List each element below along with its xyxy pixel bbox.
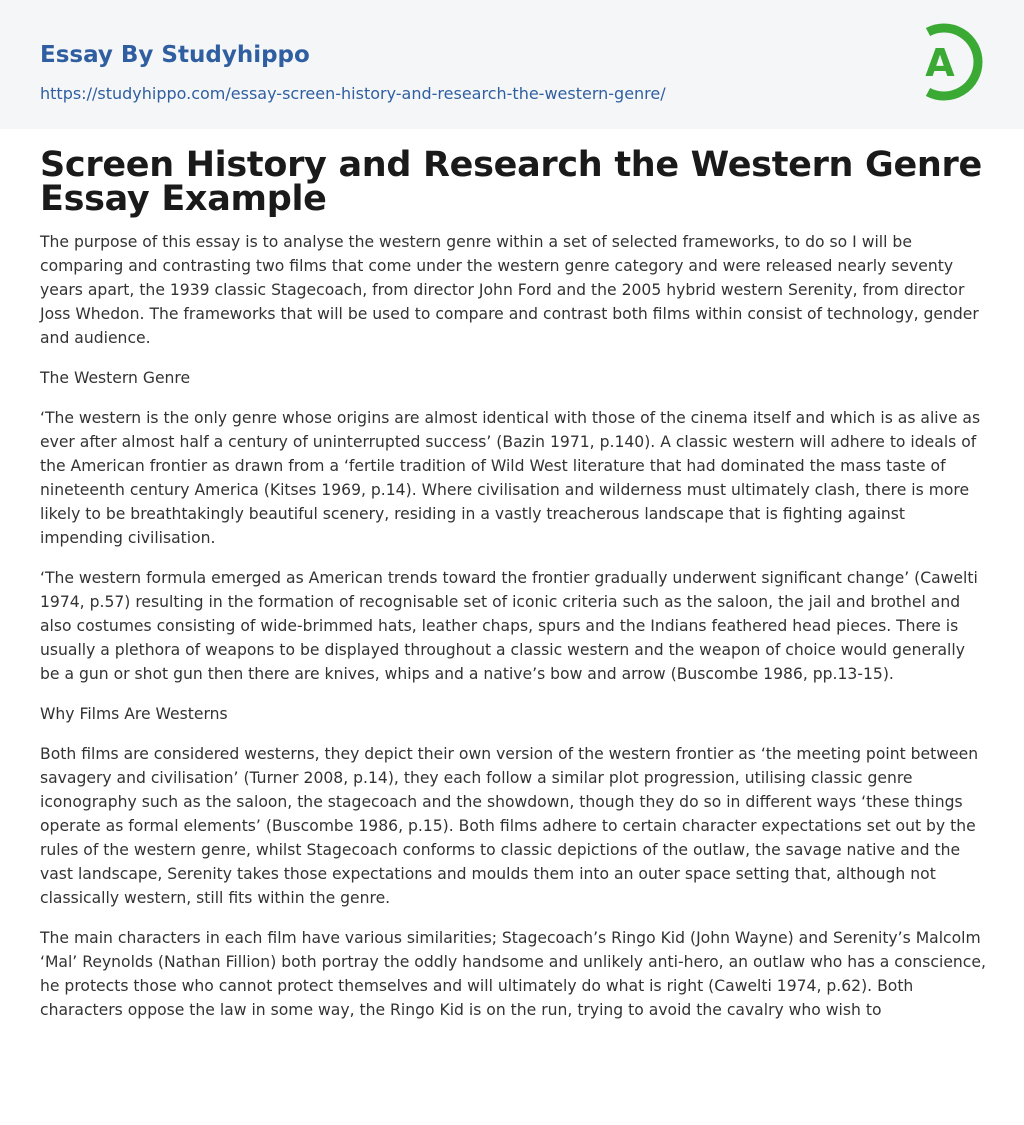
site-brand[interactable]: Essay By Studyhippo — [40, 42, 310, 68]
essay-content — [40, 145, 986, 1038]
studyhippo-logo-icon[interactable] — [912, 18, 988, 106]
paragraph-intro: The purpose of this essay is to analyse the western genre within a set of selected frameworks, to do so I will be comparing and contrasting two films that come under the western genre category and were released nearly seventy years apart, the 1939 classic Stagecoach, from director John Ford and the 2005 hybrid western Serenity, from director Joss Whedon. The frameworks that will be used to compare and contrast both films within consist of technology, gender and audience. — [40, 233, 979, 347]
essay-title: Screen History and Research the Western Genre Essay Example — [40, 145, 982, 219]
paragraph-main-characters: The main characters in each film have various similarities; Stagecoach’s Ringo Kid (John Wayne) and Serenity’s Malcolm ‘Mal’ Reynolds (Nathan Fillion) both portray the oddly handsome and unlikely anti-hero, an outlaw who has a conscience, he protects those who cannot protect themselves and will ultimately do what is right (Cawelti 1974, p.62). Both characters oppose the law in some way, the Ringo Kid is on the run, trying to avoid the cavalry who wish to — [40, 929, 986, 1019]
section-heading-why-westerns: Why Films Are Westerns — [40, 705, 228, 723]
logo-letter: A — [925, 41, 955, 85]
paragraph-western-formula: ‘The western formula emerged as American trends toward the frontier gradually underwent significant change’ (Cawelti 1974, p.57) resulting in the formation of recognisable set of iconic criteria such as the saloon, the jail and brothel and also costumes consisting of wide-brimmed hats, leather chaps, spurs and the Indians feathered head pieces. There is usually a plethora of weapons to be displayed throughout a classic western and the weapon of choice would generally be a gun or shot gun then there are knives, whips and a native’s bow and arrow (Buscombe 1986, pp.13-15). — [40, 569, 978, 683]
paragraph-bazin-quote: ‘The western is the only genre whose origins are almost identical with those of the cinema itself and which is as alive as ever after almost half a century of uninterrupted success’ (Bazin 1971, p.140). A classic western will adhere to ideals of the American frontier as drawn from a ‘fertile tradition of Wild West literature that had dominated the mass taste of nineteenth century America (Kitses 1969, p.14). Where civilisation and wilderness must ultimately clash, there is more likely to be breathtakingly beautiful scenery, residing in a vastly treacherous landscape that is fighting against impending civilisation. — [40, 409, 981, 547]
essay-url-link[interactable]: https://studyhippo.com/essay-screen-history-and-research-the-western-genre/ — [40, 84, 666, 103]
site-header — [0, 0, 1024, 129]
section-heading-western-genre: The Western Genre — [40, 369, 191, 387]
paragraph-both-films: Both films are considered westerns, they depict their own version of the western frontier as ‘the meeting point between savagery and civilisation’ (Turner 2008, p.14), they each follow a similar plot progression, utilising classic genre iconography such as the saloon, the stagecoach and the showdown, though they do so in different ways ‘these things operate as formal elements’ (Buscombe 1986, p.15). Both films adhere to certain character expectations set out by the rules of the western genre, whilst Stagecoach conforms to classic depictions of the outlaw, the savage native and the vast landscape, Serenity takes those expectations and moulds them into an outer space setting that, although not classically western, still fits within the genre. — [40, 745, 979, 907]
